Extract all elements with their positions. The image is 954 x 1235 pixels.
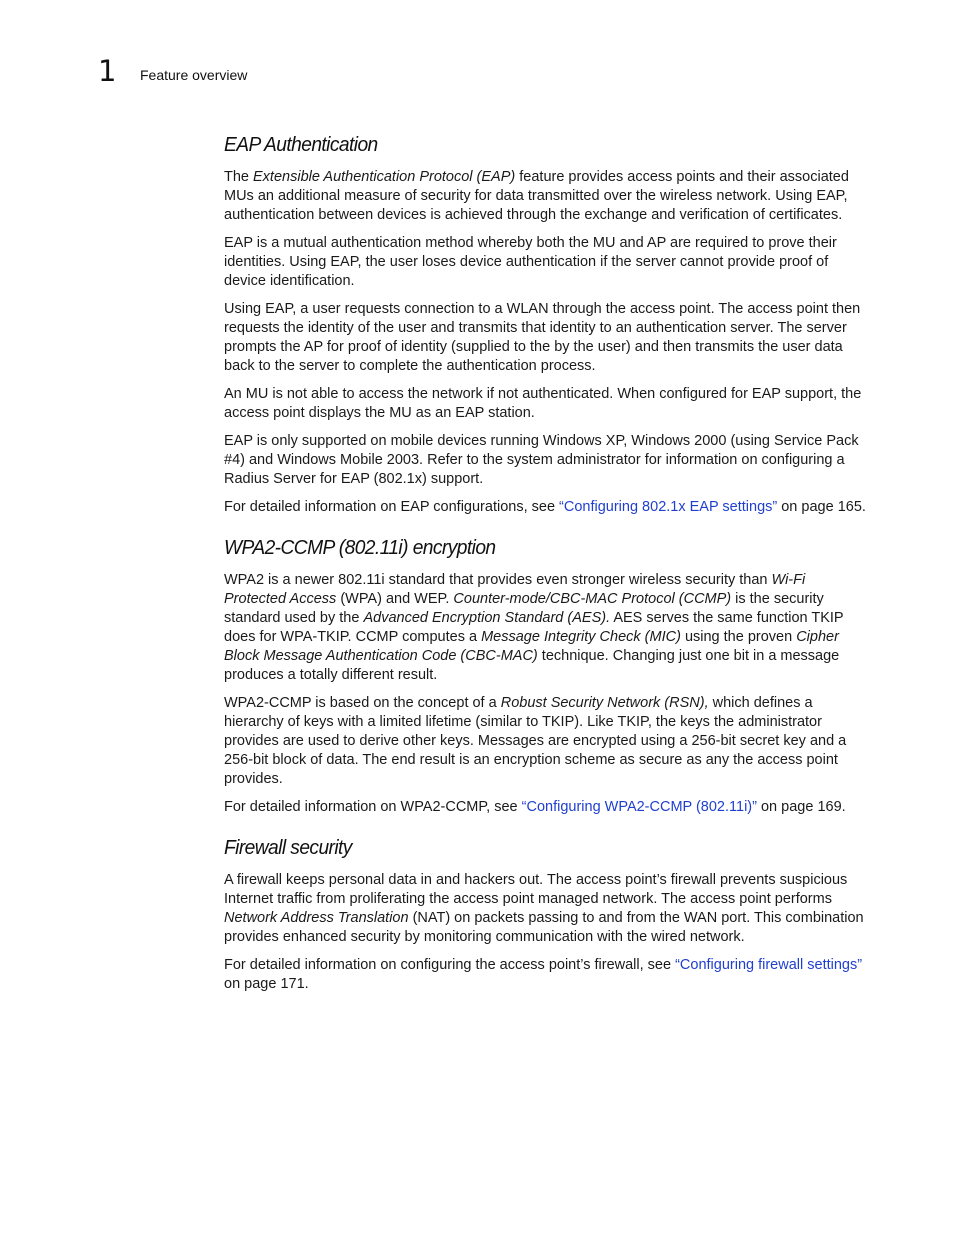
main-content xyxy=(224,132,870,1003)
section-heading-wpa2: WPA2-CCMP (802.11i) encryption xyxy=(224,537,496,559)
paragraph: WPA2-CCMP is based on the concept of a Robust Security Network (RSN), which defines a hierarchy of keys with a limited lifetime (similar to TKIP). Like TKIP, the keys the administrator provides are used to derive other keys. Messages are encrypted using a 256-bit secret key and a 256-bit block of data. The end result is an encryption scheme as secure as any the access point provides. xyxy=(224,695,847,787)
section-heading-firewall: Firewall security xyxy=(224,837,352,859)
paragraph: The Extensible Authentication Protocol (EAP) feature provides access points and their associated MUs an additional measure of security for data transmitted over the wireless network. Using EAP, authentication between devices is achieved through the exchange and verification of certificates. xyxy=(224,169,849,223)
link-configuring-wpa2[interactable]: “Configuring WPA2-CCMP (802.11i)” xyxy=(521,799,757,815)
paragraph: WPA2 is a newer 802.11i standard that provides even stronger wireless security than Wi-Fi Protected Access (WPA) and WEP. Counter-mode/CBC-MAC Protocol (CCMP) is the security standard used by the Advanced Encryption Standard (AES). AES serves the same function TKIP does for WPA-TKIP. CCMP computes a Message Integrity Check (MIC) using the proven Cipher Block Message Authentication Code (CBC-MAC) technique. Changing just one bit in a message produces a totally different result. xyxy=(224,572,844,683)
link-configuring-firewall[interactable]: “Configuring firewall settings” xyxy=(675,957,863,973)
paragraph: EAP is only supported on mobile devices running Windows XP, Windows 2000 (using Service Pack #4) and Windows Mobile 2003. Refer to the system administrator for information on configuring a Radius Server for EAP (802.1x) support. xyxy=(224,433,859,487)
paragraph: For detailed information on EAP configurations, see “Configuring 802.1x EAP settings” on page 165. xyxy=(224,499,866,515)
paragraph: An MU is not able to access the network if not authenticated. When configured for EAP support, the access point displays the MU as an EAP station. xyxy=(224,386,862,421)
paragraph: EAP is a mutual authentication method whereby both the MU and AP are required to prove their identities. Using EAP, the user loses device authentication if the server cannot provide proof of device identification. xyxy=(224,235,837,289)
paragraph: Using EAP, a user requests connection to a WLAN through the access point. The access point then requests the identity of the user and transmits that identity to an authentication server. The server prompts the AP for proof of identity (supplied to the by the user) and then transmits the user data back to the server to complete the authentication process. xyxy=(224,301,861,374)
chapter-number: 1 xyxy=(98,54,117,88)
paragraph: A firewall keeps personal data in and hackers out. The access point’s firewall prevents suspicious Internet traffic from proliferating the access point managed network. The access point performs Network Address Translation (NAT) on packets passing to and from the WAN port. This combination provides enhanced security by monitoring communication with the wired network. xyxy=(224,872,864,945)
section-heading-eap: EAP Authentication xyxy=(224,134,378,156)
paragraph: For detailed information on WPA2-CCMP, see “Configuring WPA2-CCMP (802.11i)” on page 169. xyxy=(224,799,846,815)
link-configuring-eap[interactable]: “Configuring 802.1x EAP settings” xyxy=(559,499,778,515)
chapter-title: Feature overview xyxy=(140,67,248,83)
paragraph: For detailed information on configuring the access point’s firewall, see “Configuring firewall settings” on page 171. xyxy=(224,957,863,992)
